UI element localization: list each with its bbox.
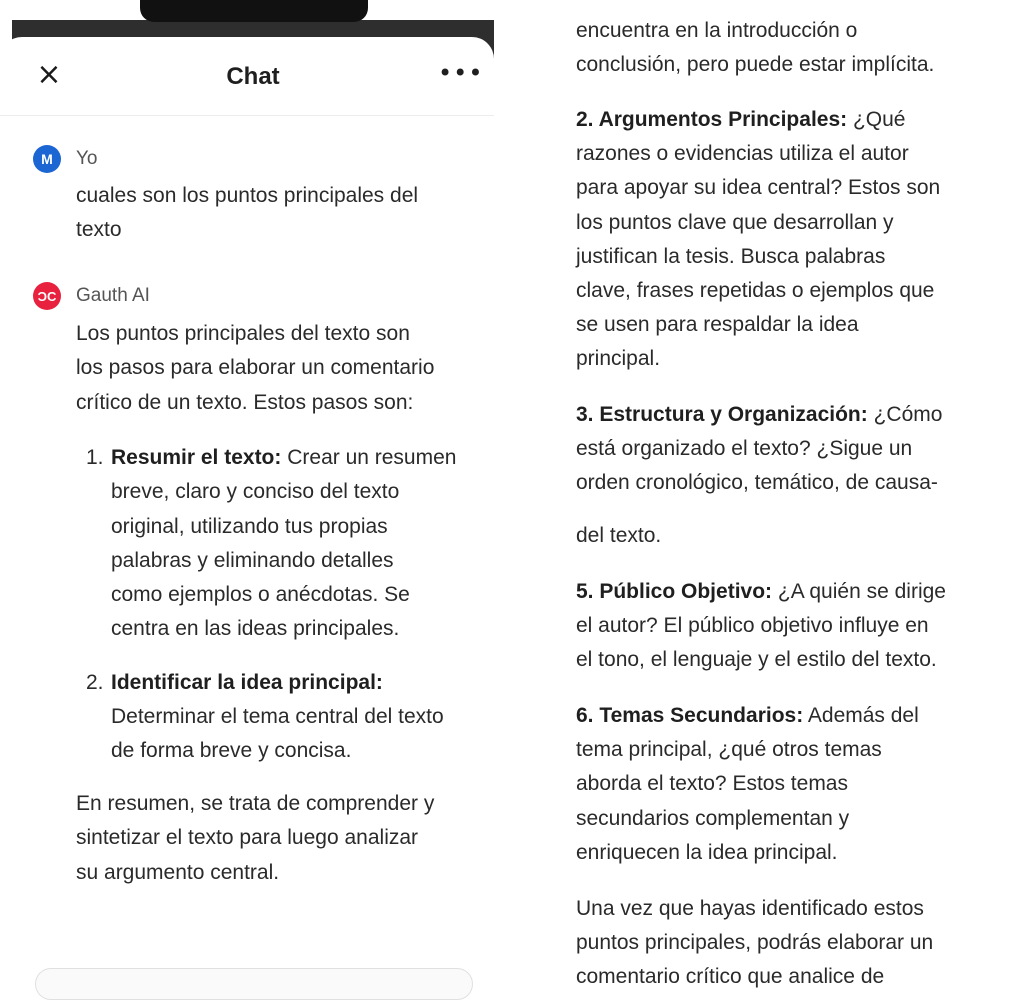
step-number: 1. bbox=[86, 446, 104, 469]
bot-summary-line: sintetizar el texto para luego analizar bbox=[76, 826, 419, 850]
text-line: se usen para respaldar la idea bbox=[576, 313, 859, 337]
user-message-line: cuales son los puntos principales del bbox=[76, 184, 419, 207]
user-message-line: texto bbox=[76, 218, 122, 242]
steps-list bbox=[86, 441, 486, 769]
user-sender-name: Yo bbox=[76, 148, 98, 169]
point-text: Además del bbox=[803, 704, 919, 727]
bot-intro-line: crítico de un texto. Estos pasos son: bbox=[76, 390, 414, 414]
top-paragraph bbox=[576, 14, 996, 82]
step-title: Resumir el texto: bbox=[111, 446, 282, 469]
text-line: justifican la tesis. Busca palabras bbox=[576, 244, 886, 268]
point-6-paragraph bbox=[576, 699, 996, 870]
text-line: está organizado el texto? ¿Sigue un bbox=[576, 437, 913, 461]
text-line: del texto. bbox=[576, 524, 662, 547]
point-text: ¿Cómo bbox=[867, 403, 943, 426]
step-text: Crear un resumen bbox=[281, 446, 457, 469]
bot-summary-line: su argumento central. bbox=[76, 860, 280, 884]
text-line: secundarios complementan y bbox=[576, 806, 850, 830]
step-line: palabras y eliminando detalles bbox=[111, 548, 394, 572]
chat-title: Chat bbox=[226, 63, 280, 90]
bot-message-header bbox=[33, 282, 150, 310]
chat-panel bbox=[0, 0, 505, 976]
text-line: enriquecen la idea principal. bbox=[576, 840, 838, 864]
bot-intro-line: los pasos para elaborar un comentario bbox=[76, 356, 435, 380]
bot-intro-line: Los puntos principales del texto son bbox=[76, 322, 410, 345]
message-input-pill[interactable] bbox=[35, 968, 473, 1000]
text-line: encuentra en la introducción o bbox=[576, 19, 858, 42]
text-line: el autor? El público objetivo influye en bbox=[576, 614, 929, 638]
gauth-logo-icon: ƆC bbox=[33, 282, 61, 310]
text-line: Una vez que hayas identificado estos bbox=[576, 897, 924, 920]
text-line: conclusión, pero puede estar implícita. bbox=[576, 53, 935, 77]
bot-summary-line: En resumen, se trata de comprender y bbox=[76, 792, 435, 815]
step-line: breve, claro y conciso del texto bbox=[111, 480, 400, 504]
chat-sheet bbox=[0, 37, 494, 997]
bot-intro-text bbox=[76, 317, 486, 420]
step-line: como ejemplos o anécdotas. Se bbox=[111, 583, 410, 607]
text-line: tema principal, ¿qué otros temas bbox=[576, 738, 882, 762]
text-line: clave, frases repetidas o ejemplos que bbox=[576, 279, 935, 303]
text-line: puntos principales, podrás elaborar un bbox=[576, 931, 934, 955]
answer-continuation bbox=[576, 0, 996, 989]
fragment-line bbox=[576, 519, 996, 553]
point-2-paragraph bbox=[576, 103, 996, 377]
step-line: de forma breve y concisa. bbox=[111, 739, 352, 763]
point-3-paragraph bbox=[576, 398, 996, 501]
point-title: 5. Público Objetivo: bbox=[576, 580, 773, 603]
text-line: el tono, el lenguaje y el estilo del texto. bbox=[576, 648, 937, 672]
point-title: 2. Argumentos Principales: bbox=[576, 108, 848, 131]
chat-header bbox=[0, 37, 494, 116]
step-item bbox=[86, 666, 486, 769]
bot-sender-name: Gauth AI bbox=[76, 285, 150, 306]
closing-paragraph bbox=[576, 892, 996, 995]
text-line: comentario crítico que analice de bbox=[576, 965, 885, 989]
point-5-paragraph bbox=[576, 575, 996, 678]
bot-summary-text bbox=[76, 787, 486, 890]
phone-notch bbox=[140, 0, 368, 22]
user-avatar: M bbox=[33, 145, 61, 173]
text-line: razones o evidencias utiliza el autor bbox=[576, 142, 909, 166]
text-line: aborda el texto? Estos temas bbox=[576, 772, 848, 796]
point-title: 6. Temas Secundarios: bbox=[576, 704, 804, 727]
more-options-icon[interactable]: ••• bbox=[438, 59, 484, 87]
step-line: Determinar el tema central del texto bbox=[111, 705, 444, 729]
text-line: para apoyar su idea central? Estos son bbox=[576, 176, 941, 200]
text-line: los puntos clave que desarrollan y bbox=[576, 210, 894, 234]
text-line: principal. bbox=[576, 347, 661, 371]
step-title: Identificar la idea principal: bbox=[111, 670, 383, 694]
step-item bbox=[86, 441, 486, 647]
point-text: ¿A quién se dirige bbox=[772, 580, 946, 603]
user-message-header bbox=[33, 145, 98, 173]
close-icon[interactable]: × bbox=[36, 57, 62, 92]
user-message-text bbox=[76, 179, 486, 248]
step-line: original, utilizando tus propias bbox=[111, 514, 388, 538]
step-line: centra en las ideas principales. bbox=[111, 617, 400, 641]
point-title: 3. Estructura y Organización: bbox=[576, 403, 868, 426]
text-line: orden cronológico, temático, de causa- bbox=[576, 471, 938, 495]
point-text: ¿Qué bbox=[847, 108, 906, 131]
step-number: 2. bbox=[86, 670, 104, 694]
